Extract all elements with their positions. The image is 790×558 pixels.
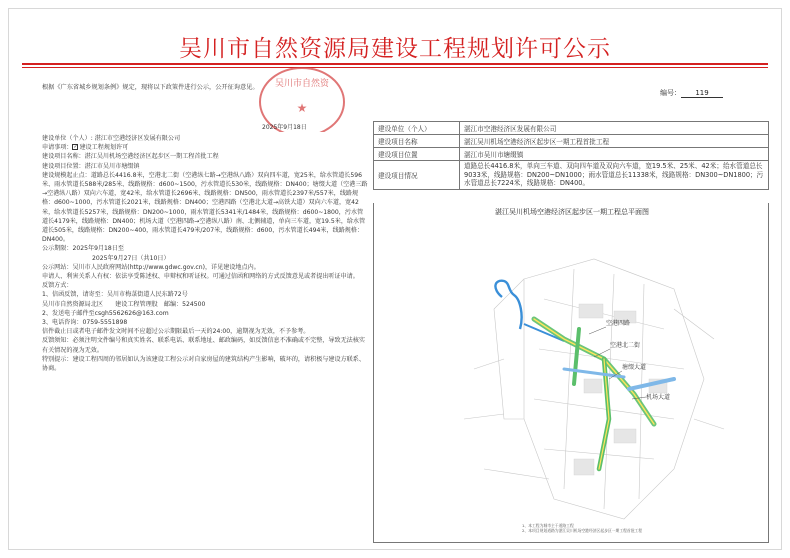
serial-number xyxy=(660,88,723,98)
table-key: 建设项目名称 xyxy=(374,135,460,148)
feedback-phone: 3、电话咨询：0759-5551898 xyxy=(42,319,128,327)
svg-text:★: ★ xyxy=(296,101,308,115)
intro-text: 根据《广东省城乡规划条例》规定，现将以下政策件进行公示，公开征询意见。 xyxy=(42,84,259,91)
website: 公示网站：吴川市人民政府网站(http://www.gdwc.gov.cn)，详见建设地点内。 xyxy=(42,263,260,271)
info-table xyxy=(373,121,769,190)
page-title: 吴川市自然资源局建设工程规划许可公示 xyxy=(179,36,611,62)
table-value: 湛江吴川机场空港经济区起步区一期工程首批工程 xyxy=(460,135,769,148)
apply-type-label: 申请事项： xyxy=(42,144,73,152)
special-notice: 特别提示：建设工程四周的邻居如认为该建设工程公示对自家房屋的建筑结构产生影响，破坏的，请积极与建设方联系、协商。 xyxy=(42,355,365,373)
feedback-deadline: 信件截止日或者电子邮件发文时间不应超过公示期限最后一天的24:00，逾期视为无效，不予参考。 xyxy=(42,328,310,336)
build-unit: 建设单位（个人）: 湛江市空港经济区发展有限公司 xyxy=(42,135,181,142)
project-name: 建设项目名称：湛江吴川机场空港经济区起步区一期工程首批工程 xyxy=(42,153,219,161)
feedback-requirement: 反馈须知：必须注明文件编号和真实姓名、联系电话、联系地址、邮政编码，如反馈信息不准确或不完整，导致无法核实有关情况的视为无效。 xyxy=(42,337,365,354)
map-title: 湛江吴川机场空港经济区起步区一期工程总平面图 xyxy=(495,208,649,216)
project-scale: 建设规模起止点：道路总长4416.8米，空港北二街（空港纵七路→空港纵八路）双向四车道，宽25米，给水管道长596米、雨水管道长588米/285米、线路规格：d600~1500，污水管道长530米，线路规格：DN400；塘缀大道（空港三路→空港纵八路）双向六车道，宽42米，给水管道长2696米、线路规格：DN500，雨水管道长2397米/557米，线路规格：d600~1000，污水管道长2021米，线路规格：DN400；空港四路（空港北大道→高铁大道）双向六车道，宽42米，给水管道长5257米，线路规格：DN200~1000，雨水管道长5341米/1484米，线路规格：d600~1800，污水管道长4179米，线路规格：DN400；机场大道（空港四路→空港纵八路）南、北侧辅道，单向三车道，宽19.5米，给水管道长505米，线路规格：DN200~400，雨水管道长479米/207米，线路规格：d600，污水管道长494米，线路规格：DN400。 xyxy=(42,171,368,244)
label-tangzhui-avenue: 塘缀大道 xyxy=(622,364,647,371)
period: 公示期限：2025年9月18日至 xyxy=(42,245,124,253)
table-key: 建设单位（个人） xyxy=(374,122,460,135)
table-row xyxy=(374,148,769,161)
table-value: 湛江市空港经济区发展有限公司 xyxy=(460,122,769,135)
notice-body xyxy=(42,134,368,373)
map-note: 1、本工程为城市主干道路工程 xyxy=(522,523,574,528)
rights-notice: 申请人、利害关系人有权：依法享受陈述权、申辩权和听证权。可通过信函和网络的方式反馈意见或者提出听证申请。 xyxy=(42,273,359,281)
label-beier-street: 空港北二街 xyxy=(610,342,641,349)
title-rule-bottom xyxy=(22,67,768,68)
feedback-title: 反馈方式： xyxy=(42,282,73,290)
table-row xyxy=(374,161,769,190)
apply-type xyxy=(42,143,368,152)
label-kongang-4: 空港四路 xyxy=(606,320,631,327)
feedback-email: 2、发送电子邮件至csgh5562626@163.com xyxy=(42,309,169,317)
table-value: 湛江市吴川市塘缀镇 xyxy=(460,148,769,161)
checkbox-checked-icon: ✓ xyxy=(73,144,78,151)
svg-text:吴川市自然资: 吴川市自然资 xyxy=(274,79,330,89)
serial-value: 119 xyxy=(681,89,723,98)
feedback-dept: 吴川市自然资源局北区 建设工程管理股 邮编：524500 xyxy=(42,300,206,308)
table-row xyxy=(374,122,769,135)
site-plan-drawing xyxy=(374,219,768,539)
table-key: 建设项目情况 xyxy=(374,161,460,190)
label-airport-avenue: 机场大道 xyxy=(646,394,671,401)
map-notes xyxy=(522,523,642,533)
table-row xyxy=(374,135,769,148)
site-plan xyxy=(373,203,769,543)
table-key: 建设项目位置 xyxy=(374,148,460,161)
project-location: 建设项目位置：湛江市吴川市塘缀镇 xyxy=(42,162,140,170)
table-value: 道路总长4416.8米，单向三车道、双向四车道及双向六车道，宽19.5米、25米、42米；给水管道总长9033米，线路规格：DN200~DN1000；雨水管道总长11338米，线路规格：DN300~DN1800；污水管道总长7224米，线路规格：DN400。 xyxy=(460,161,769,190)
map-note: 2、本项目规划道路为湛江吴川机场空港经济区起步区一期工程首批工程 xyxy=(522,528,643,533)
serial-label: 编号： xyxy=(660,89,681,97)
period-end: 2025年9月27日（共10日） xyxy=(92,254,170,262)
road-beier-street xyxy=(574,329,579,384)
feedback-letter: 1、信函反馈，请寄至：吴川市梅菉街道人民东路72号 xyxy=(42,291,188,299)
apply-type-value: 建设工程规划许可 xyxy=(79,144,129,152)
river-icon xyxy=(495,281,521,329)
title-rule-top xyxy=(22,63,768,65)
stamp-date: 2025年9月18日 xyxy=(262,124,307,131)
